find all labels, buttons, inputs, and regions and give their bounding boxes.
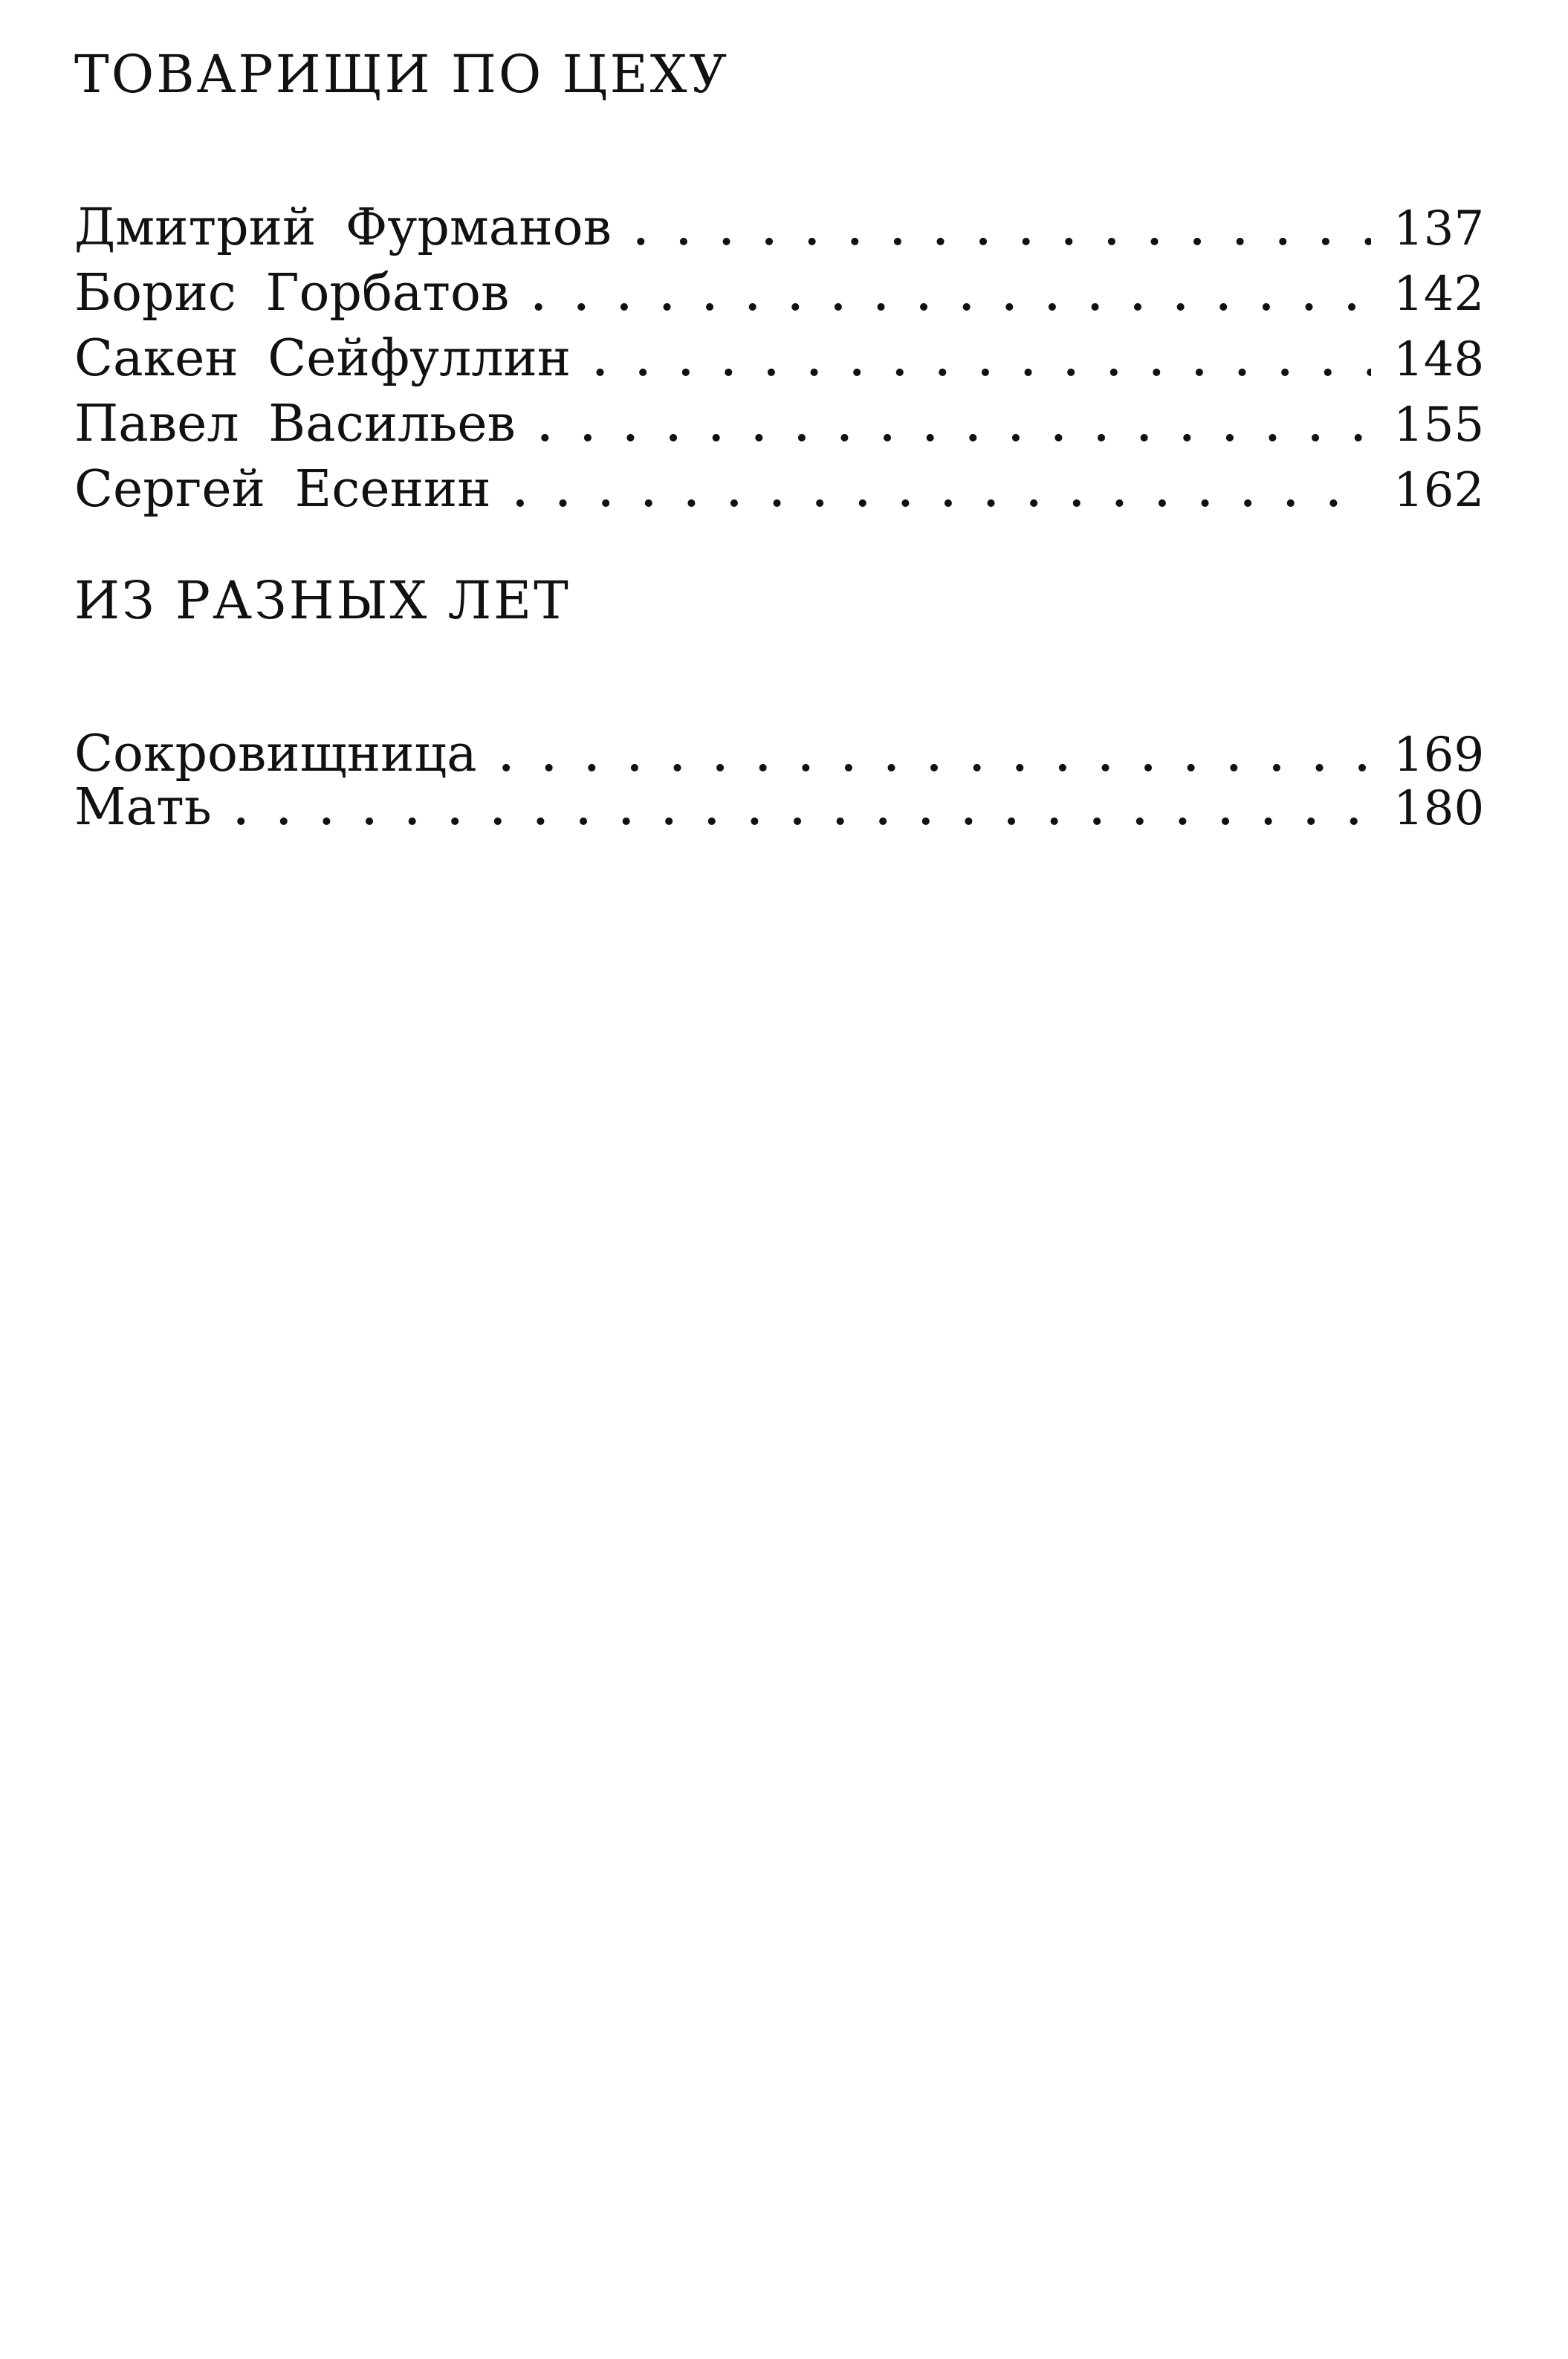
toc-entry[interactable] — [74, 778, 1485, 837]
toc-entry-page-number: 169 — [1393, 728, 1485, 783]
toc-entry-page-number: 180 — [1393, 781, 1485, 836]
toc-entry-list — [74, 725, 1485, 837]
toc-entry[interactable] — [74, 195, 1483, 260]
section-title: ИЗ РАЗНЫХ ЛЕТ — [74, 570, 571, 631]
toc-entry-page-number: 142 — [1393, 267, 1485, 322]
toc-entry[interactable] — [74, 456, 1483, 522]
toc-entry-page-number: 148 — [1393, 332, 1485, 387]
toc-entry[interactable] — [74, 326, 1483, 391]
toc-entry-title: Сокровищница — [74, 725, 477, 783]
toc-entry[interactable] — [74, 260, 1483, 326]
toc-entry-title: Павел Васильев — [74, 395, 516, 453]
toc-entry-list — [74, 195, 1483, 522]
dot-leader — [499, 727, 1371, 783]
toc-entry-title: Дмитрий Фурманов — [74, 198, 612, 257]
toc-entry-page-number: 155 — [1393, 398, 1485, 453]
section-title: ТОВАРИЩИ ПО ЦЕХУ — [74, 44, 730, 105]
toc-entry[interactable] — [74, 725, 1485, 783]
toc-entry-page-number: 137 — [1393, 201, 1485, 256]
dot-leader — [538, 391, 1371, 459]
dot-leader — [514, 456, 1371, 525]
dot-leader — [234, 780, 1371, 837]
toc-entry-title: Мать — [74, 778, 212, 837]
toc-entry-title: Борис Горбатов — [74, 264, 510, 323]
toc-entry[interactable] — [74, 391, 1483, 456]
toc-entry-page-number: 162 — [1393, 463, 1485, 518]
toc-entry-title: Сергей Есенин — [74, 460, 491, 519]
toc-entry-title: Сакен Сейфуллин — [74, 329, 571, 388]
dot-leader — [634, 195, 1371, 263]
toc-section-various-years — [74, 563, 1485, 837]
toc-section-comrades — [74, 37, 1483, 522]
dot-leader — [593, 326, 1371, 394]
dot-leader — [531, 260, 1371, 329]
